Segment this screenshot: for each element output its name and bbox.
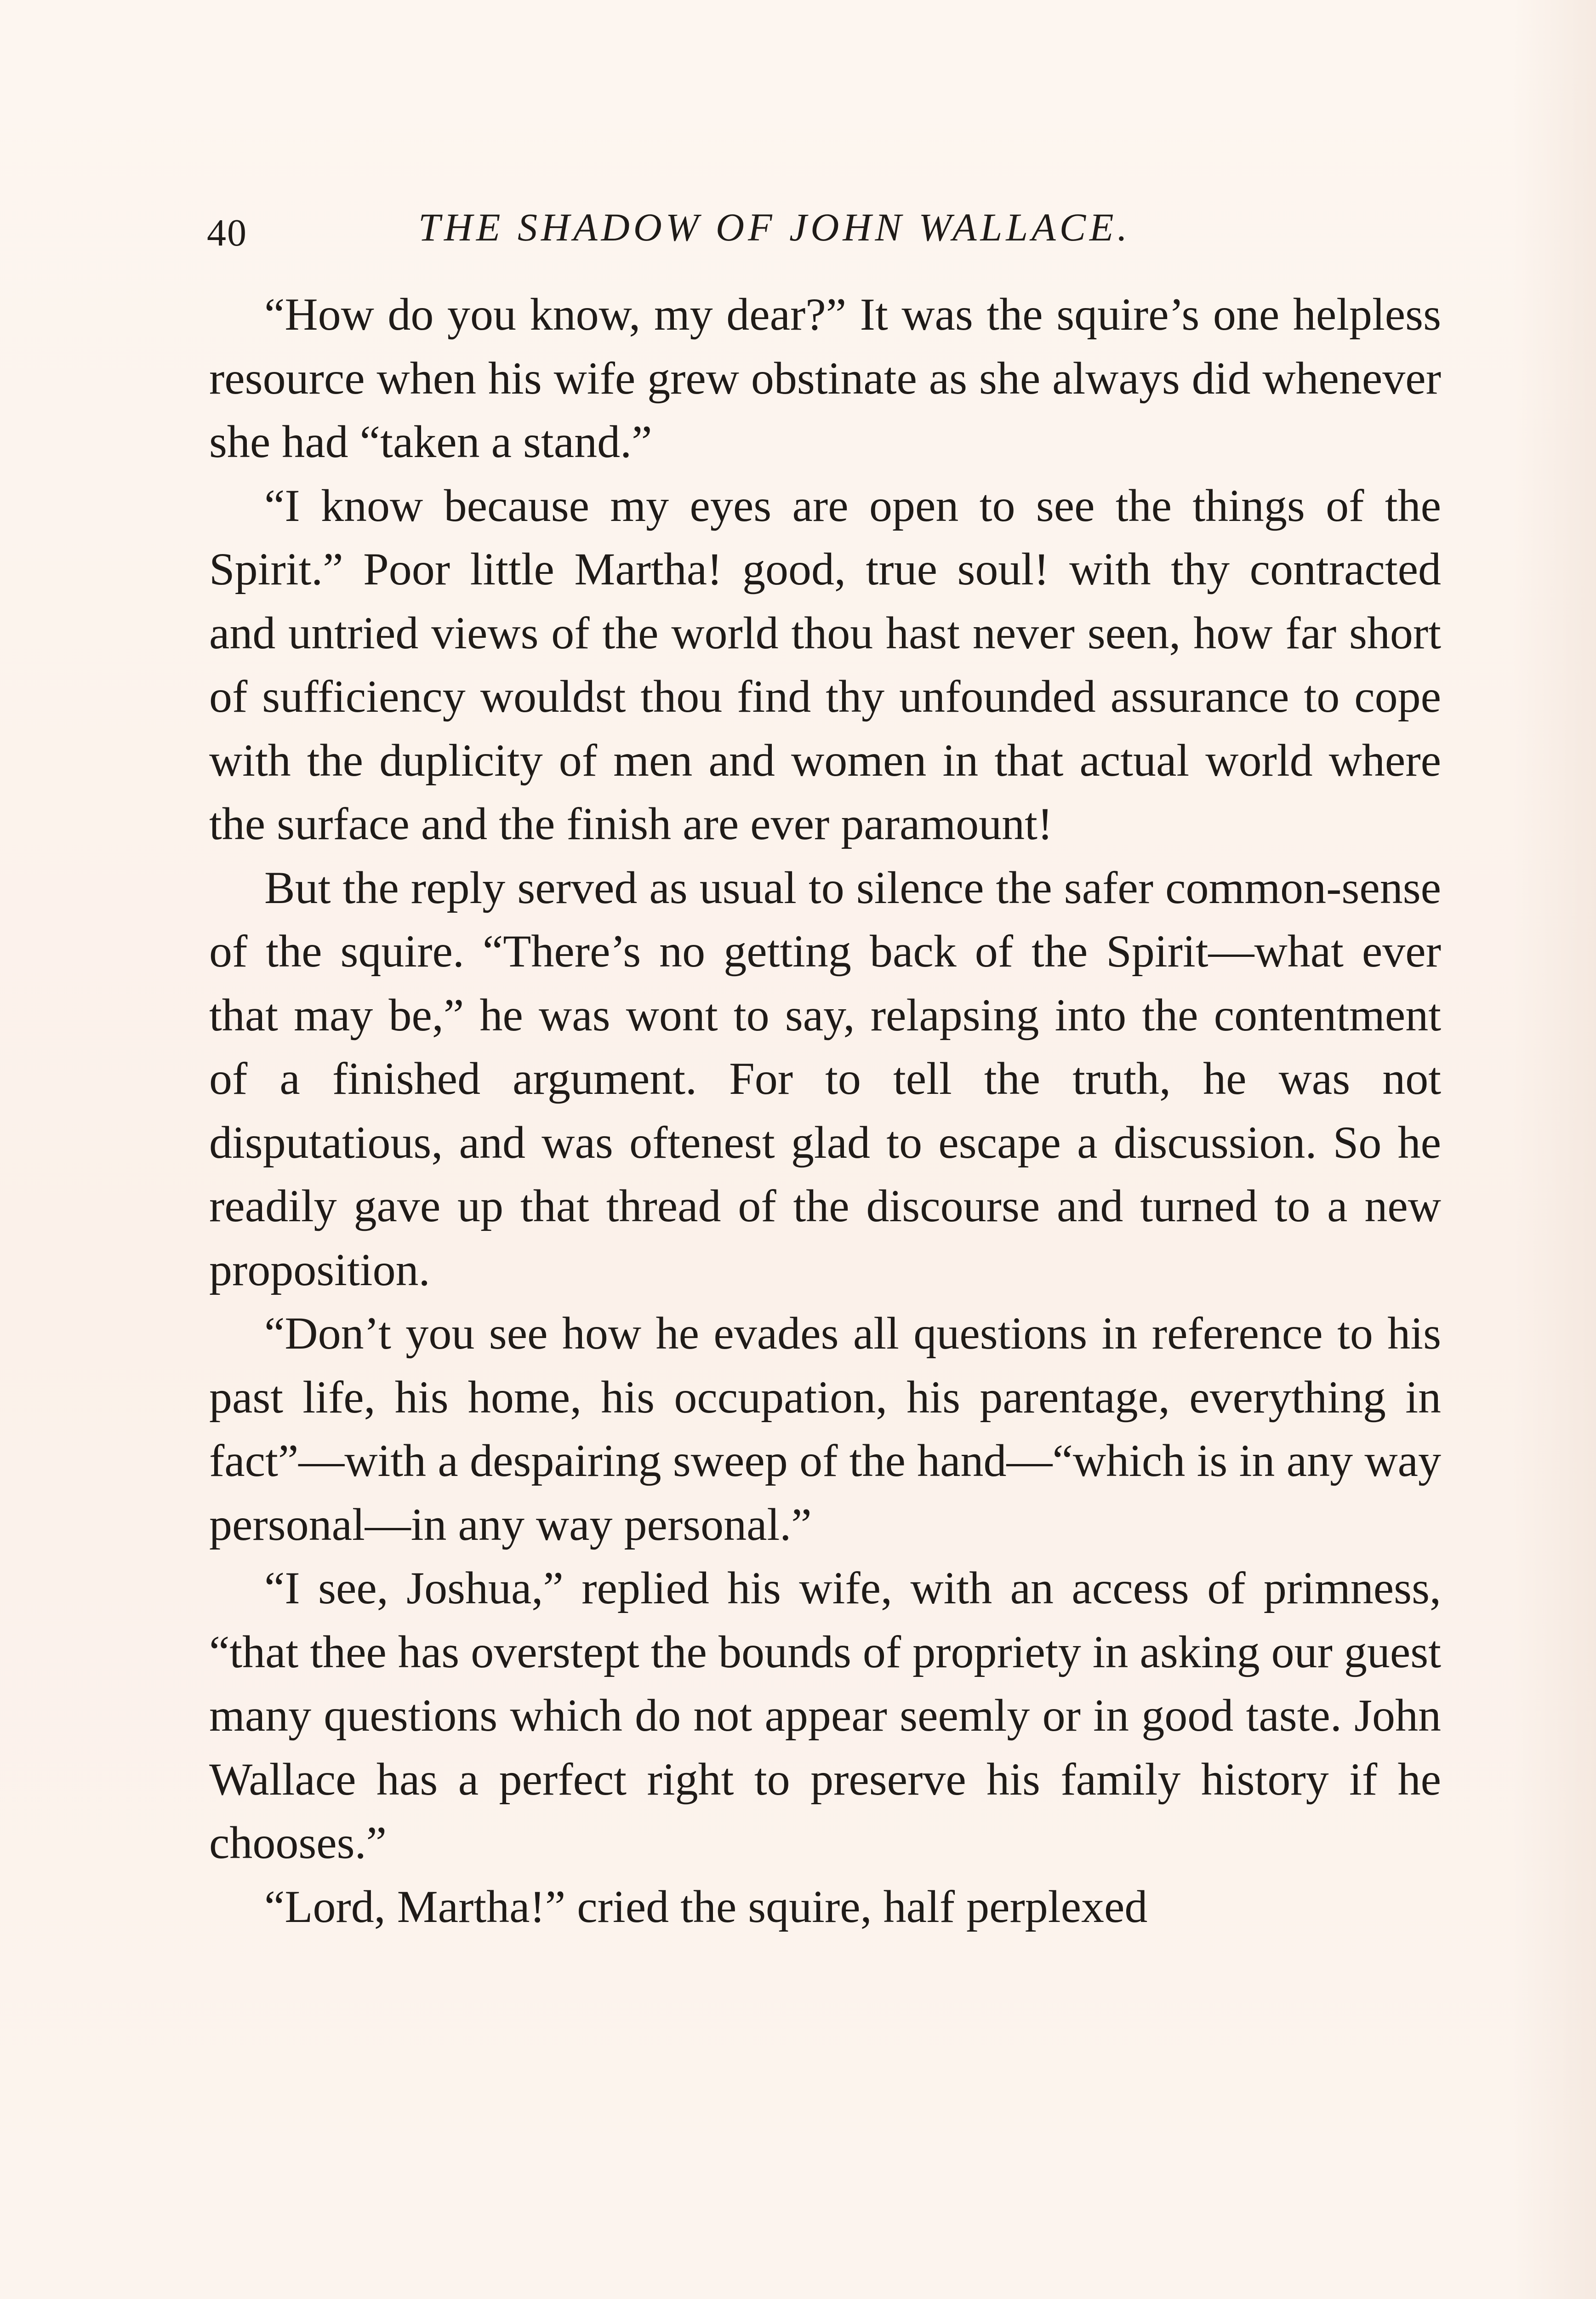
running-title: THE SHADOW OF JOHN WALLACE.	[418, 205, 1131, 249]
page-edge-shading	[1513, 0, 1596, 2299]
page-header	[207, 198, 1227, 262]
paragraph: “Don’t you see how he evades all questions in reference to his past life, his home, his occupation, his parentage, everything in fact”—with a despairing sweep of the hand—“which is in any way personal—in any way personal.”	[209, 1308, 1441, 1550]
paragraph: But the reply served as usual to silence the safer common-sense of the squire. “There’s no getting back of the Spirit—what ever that may be,” he was wont to say, relapsing into the contentment of a finished argument. For to tell the truth, he was not disputatious, and was oftenest glad to escape a discussion. So he readily gave up that thread of the discourse and turned to a new proposition.	[209, 862, 1441, 1295]
paragraph: “I see, Joshua,” replied his wife, with an access of primness, “that thee has overstept the bounds of propriety in asking our guest many questions which do not appear seemly or in good taste. John Wallace has a perfect right to preserve his family history if he chooses.”	[209, 1562, 1441, 1868]
page-number: 40	[207, 212, 247, 254]
paragraph: “Lord, Martha!” cried the squire, half perplexed	[264, 1881, 1148, 1932]
body-text	[209, 283, 1441, 1939]
paragraph: “How do you know, my dear?” It was the squire’s one helpless resource when his wife grew obstinate as she always did whenever she had “taken a stand.”	[209, 289, 1441, 467]
paragraph: “I know because my eyes are open to see the things of the Spirit.” Poor little Martha! good, true soul! with thy contracted and untried views of the world thou hast never seen, how far short of sufficiency wouldst thou find thy unfounded assurance to cope with the duplicity of men and women in that actual world where the surface and the finish are ever paramount!	[209, 480, 1441, 849]
